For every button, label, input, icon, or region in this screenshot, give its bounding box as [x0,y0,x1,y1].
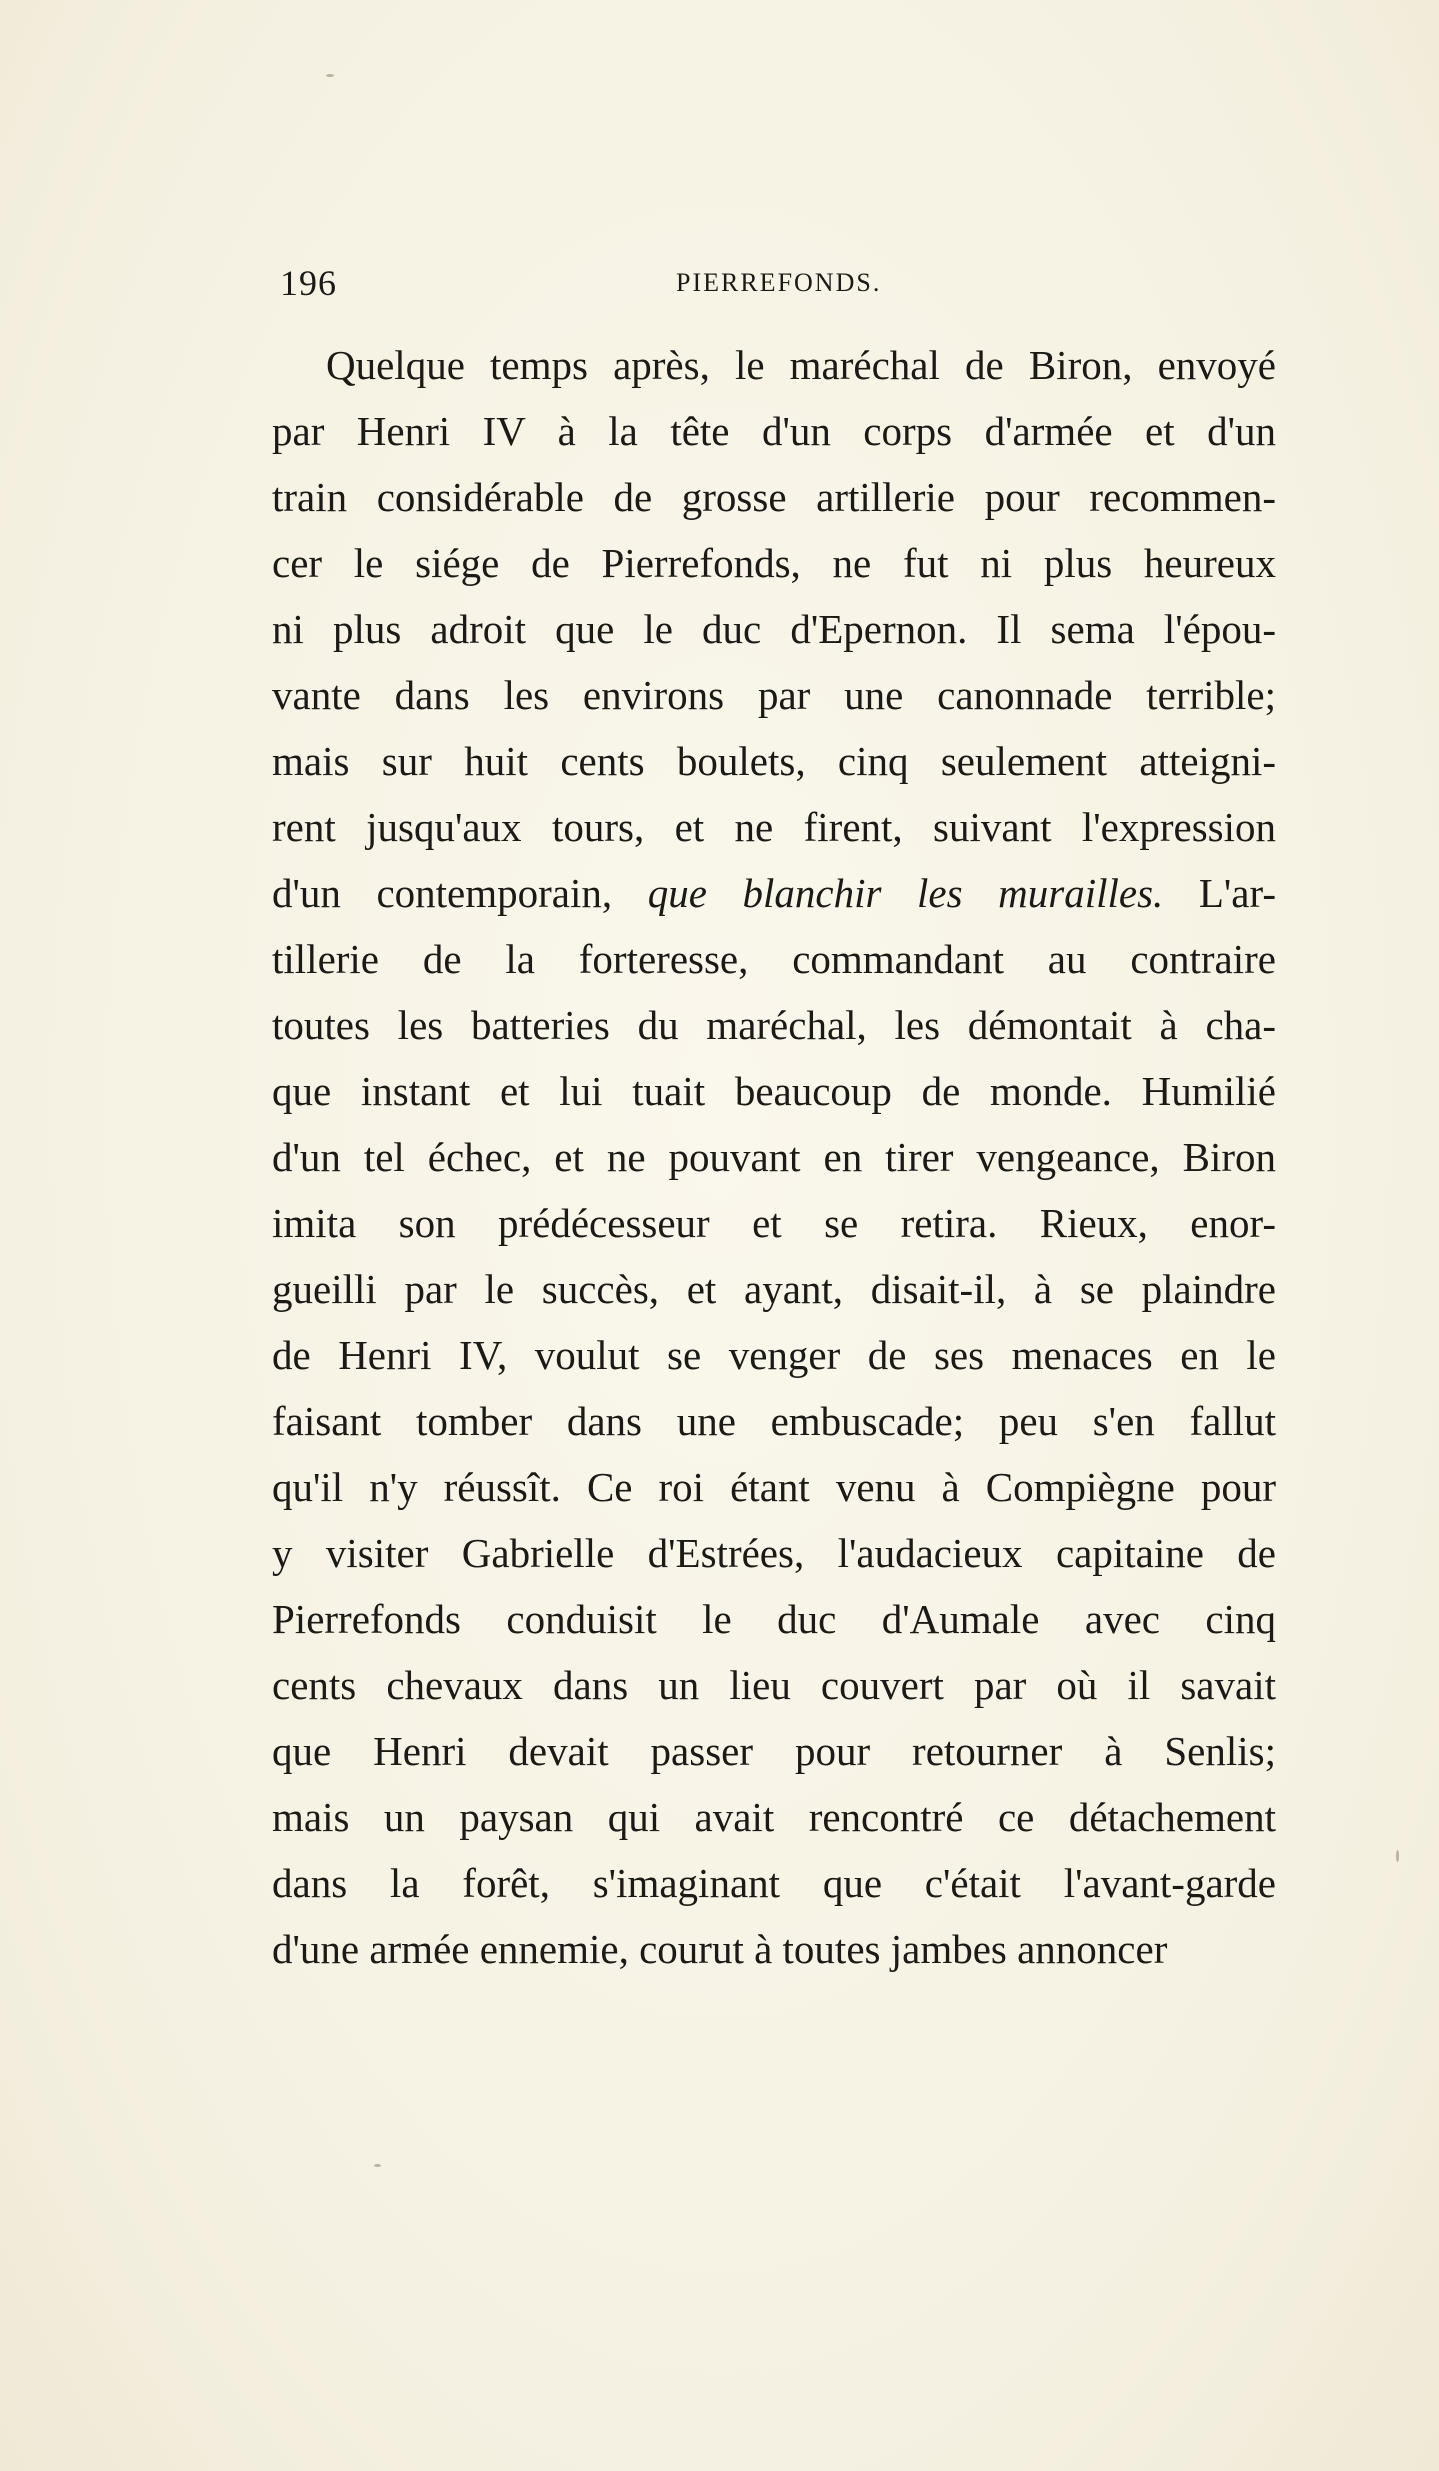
text-line: vante dans les environs par une canonnade terrible; [272,672,1276,718]
text-line: de Henri IV, voulut se venger de ses menaces en le [272,1332,1276,1378]
text-line: ni plus adroit que le duc d'Epernon. Il sema l'épou- [272,606,1276,652]
text-line: mais sur huit cents boulets, cinq seulement atteigni- [272,738,1276,784]
text-line: qu'il n'y réussît. Ce roi étant venu à Compiègne pour [272,1464,1276,1510]
text-line: train considérable de grosse artillerie pour recommen- [272,474,1276,520]
text-line: que Henri devait passer pour retourner à Senlis; [272,1728,1276,1774]
italic-quote: que blanchir les murailles. [647,870,1164,916]
paper-speck [326,74,334,77]
text-line: gueilli par le succès, et ayant, disait-il, à se plaindre [272,1266,1276,1312]
paper-speck [1396,1850,1399,1862]
body-paragraph [272,332,1276,1982]
text-line: faisant tomber dans une embuscade; peu s'en fallut [272,1398,1276,1444]
page-number: 196 [280,263,337,303]
text-line: que instant et lui tuait beaucoup de monde. Humilié [272,1068,1276,1114]
text-line: d'un tel échec, et ne pouvant en tirer vengeance, Biron [272,1134,1276,1180]
page-header [272,262,1272,302]
text-line: cer le siége de Pierrefonds, ne fut ni plus heureux [272,540,1276,586]
text-segment: d'un contemporain, [272,870,648,916]
text-line: rent jusqu'aux tours, et ne firent, suivant l'expression [272,804,1276,850]
text-segment: L'ar- [1163,870,1276,916]
text-line: cents chevaux dans un lieu couvert par où il savait [272,1662,1276,1708]
text-line: Quelque temps après, le maréchal de Biron, envoyé [326,342,1276,388]
text-line: Pierrefonds conduisit le duc d'Aumale avec cinq [272,1596,1276,1642]
text-line: dans la forêt, s'imaginant que c'était l'avant-garde [272,1860,1276,1906]
text-line: toutes les batteries du maréchal, les démontait à cha- [272,1002,1276,1048]
paper-speck [374,2164,381,2167]
running-head: PIERREFONDS. [676,268,882,297]
text-line: mais un paysan qui avait rencontré ce détachement [272,1794,1276,1840]
text-line: d'une armée ennemie, courut à toutes jambes annoncer [272,1926,1168,1972]
text-line: y visiter Gabrielle d'Estrées, l'audacieux capitaine de [272,1530,1276,1576]
text-line: tillerie de la forteresse, commandant au contraire [272,936,1276,982]
text-line: par Henri IV à la tête d'un corps d'armée et d'un [272,408,1276,454]
text-line: imita son prédécesseur et se retira. Rieux, enor- [272,1200,1276,1246]
text-line-with-italic [272,860,1276,926]
